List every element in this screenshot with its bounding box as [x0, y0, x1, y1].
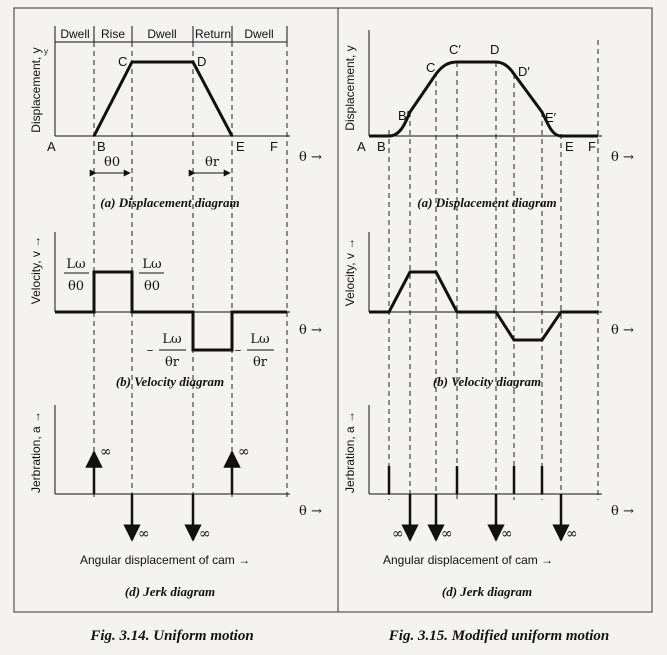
point-B: B — [97, 139, 106, 154]
point-C: C — [118, 54, 128, 69]
phase-rise: Rise — [100, 27, 126, 41]
point-D: D — [197, 54, 207, 69]
figure-caption-right: Fig. 3.15. Modified uniform motion — [388, 628, 610, 644]
y-axis-label: Displacement, y — [29, 47, 43, 133]
displacement-curve — [94, 62, 232, 136]
rise-velocity-denominator-2: θ0 — [143, 279, 161, 294]
return-velocity-numerator-2: Lω — [250, 332, 270, 347]
theta-axis-label: θ → — [611, 150, 634, 165]
y-axis-label: Displacement, y — [343, 45, 357, 131]
point-E-prime: E′ — [545, 110, 557, 125]
velocity-curve — [369, 272, 598, 340]
right-velocity-diagram — [343, 232, 634, 389]
phase-return: Return — [194, 27, 232, 41]
theta-axis-label: θ → — [299, 323, 322, 338]
left-jerk-diagram — [29, 405, 322, 599]
y-axis-label: Velocity, v → — [29, 235, 43, 305]
phase-header — [55, 26, 287, 42]
rise-velocity-denominator: θ0 — [67, 279, 85, 294]
rise-velocity-numerator-2: Lω — [142, 257, 162, 272]
left-velocity-diagram — [29, 232, 322, 389]
right-jerk-diagram — [343, 405, 634, 599]
phase-dwell-3: Dwell — [244, 27, 274, 41]
infinity-label-3: ∞ — [138, 526, 150, 542]
point-E: E — [565, 139, 574, 154]
return-velocity-numerator: Lω — [162, 332, 182, 347]
right-displacement-diagram — [343, 30, 634, 210]
theta-o-label: θ0 — [104, 155, 121, 170]
phase-dwell-1: Dwell — [60, 27, 90, 41]
theta-axis-label: θ → — [611, 504, 634, 519]
return-velocity-denominator: θr — [164, 355, 180, 370]
point-F: F — [588, 139, 596, 154]
caption-velocity: (b) Velocity diagram — [432, 374, 542, 389]
rise-velocity-numerator: Lω — [66, 257, 86, 272]
point-C-prime: C′ — [449, 42, 461, 57]
caption-jerk: (d) Jerk diagram — [124, 584, 216, 599]
caption-displacement: (a) Displacement diagram — [417, 195, 557, 210]
point-B-prime: B′ — [398, 108, 410, 123]
max-lift-label: y — [44, 47, 48, 56]
right-panel — [343, 30, 634, 599]
point-B: B — [377, 139, 386, 154]
infinity-label-1: ∞ — [392, 526, 404, 542]
displacement-curve — [369, 62, 598, 136]
figure-caption-left: Fig. 3.14. Uniform motion — [90, 628, 254, 644]
infinity-label-2: ∞ — [238, 444, 250, 460]
point-F: F — [270, 139, 278, 154]
phase-dwell-2: Dwell — [147, 27, 177, 41]
infinity-label-4: ∞ — [566, 526, 578, 542]
theta-axis-label: θ → — [299, 150, 322, 165]
angular-displacement-label: Angular displacement of cam → — [80, 553, 251, 567]
caption-velocity: (b) Velocity diagram — [115, 374, 225, 389]
point-A: A — [357, 139, 366, 154]
angular-displacement-label: Angular displacement of cam → — [383, 553, 554, 567]
caption-displacement: (a) Displacement diagram — [100, 195, 240, 210]
point-E: E — [236, 139, 245, 154]
y-axis-label: Jerbration, a → — [29, 410, 43, 494]
minus-sign-2: – — [234, 343, 242, 358]
return-velocity-denominator-2: θr — [252, 355, 268, 370]
point-D: D — [490, 42, 500, 57]
point-A: A — [47, 139, 56, 154]
point-D-prime: D′ — [518, 64, 530, 79]
caption-jerk: (d) Jerk diagram — [441, 584, 533, 599]
left-displacement-diagram — [29, 30, 322, 210]
infinity-label-4: ∞ — [199, 526, 211, 542]
minus-sign-1: – — [146, 343, 154, 358]
infinity-label-2: ∞ — [441, 526, 453, 542]
y-axis-label: Jerbration, a → — [343, 410, 357, 494]
y-axis-label: Velocity, v → — [343, 237, 357, 307]
figure-frame — [14, 8, 652, 612]
point-C: C — [426, 60, 436, 75]
theta-r-label: θr — [205, 155, 220, 170]
infinity-label-1: ∞ — [100, 444, 112, 460]
left-panel — [29, 26, 322, 599]
theta-axis-label: θ → — [299, 504, 322, 519]
theta-axis-label: θ → — [611, 323, 634, 338]
infinity-label-3: ∞ — [501, 526, 513, 542]
phase-dashed-lines — [389, 40, 598, 500]
